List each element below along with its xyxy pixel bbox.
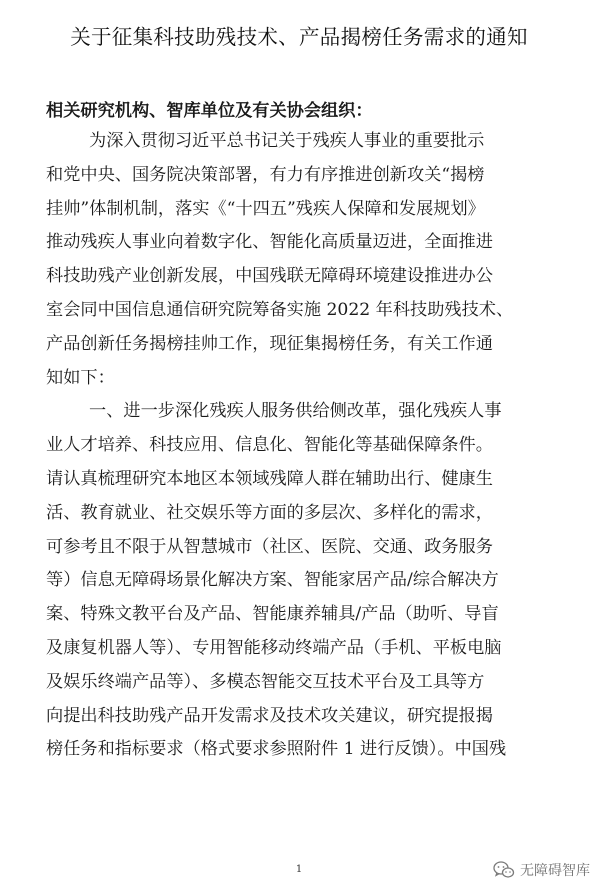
document-title: 关于征集科技助残技术、产品揭榜任务需求的通知 (70, 25, 528, 49)
body-line: 向提出科技助残产品开发需求及技术攻关建议，研究提报揭 (46, 705, 493, 726)
body-line: 业人才培养、科技应用、信息化、智能化等基础保障条件。 (46, 435, 493, 456)
body-line: 为深入贯彻习近平总书记关于残疾人事业的重要批示 (89, 131, 485, 151)
body-line: 知如下： (46, 367, 115, 388)
document-body (46, 125, 561, 767)
watermark (493, 860, 590, 880)
page-number: 1 (295, 864, 303, 875)
body-line: 产品创新任务揭榜挂帅工作，现征集揭榜任务，有关工作通 (46, 333, 493, 354)
body-line: 可参考且不限于从智慧城市（社区、医院、交通、政务服务 (46, 536, 493, 557)
body-line: 和党中央、国务院决策部署，有力有序推进创新攻关“揭榜 (46, 164, 485, 185)
body-line: 等）信息无障碍场景化解决方案、智能家居产品/综合解决方 (46, 570, 499, 591)
body-line: 科技助残产业创新发展，中国残联无障碍环境建设推进办公 (46, 266, 493, 287)
watermark-text: 无障碍智库 (520, 863, 590, 879)
body-line: 挂帅”体制机制，落实《“十四五”残疾人保障和发展规划》 (46, 198, 485, 219)
body-line: 及娱乐终端产品等）、多模态智能交互技术平台及工具等方 (46, 671, 485, 692)
body-line: 活、教育就业、社交娱乐等方面的多层次、多样化的需求， (46, 502, 493, 523)
body-line: 室会同中国信息通信研究院筹备实施 2022 年科技助残技术、 (46, 299, 514, 320)
wechat-icon (493, 860, 515, 880)
body-line: 案、特殊文教平台及产品、智能康养辅具/产品（助听、导盲 (46, 604, 499, 625)
body-line: 请认真梳理研究本地区本领域残障人群在辅助出行、健康生 (46, 468, 493, 489)
body-line: 榜任务和指标要求（格式要求参照附件 1 进行反馈）。中国残 (46, 739, 507, 760)
body-line: 推动残疾人事业向着数字化、智能化高质量迈进，全面推进 (46, 232, 493, 253)
body-line: 及康复机器人等）、专用智能移动终端产品（手机、平板电脑 (46, 637, 502, 658)
salutation: 相关研究机构、智库单位及有关协会组织： (46, 101, 373, 121)
body-line: 一、进一步深化残疾人服务供给侧改革，强化残疾人事 (89, 401, 502, 422)
